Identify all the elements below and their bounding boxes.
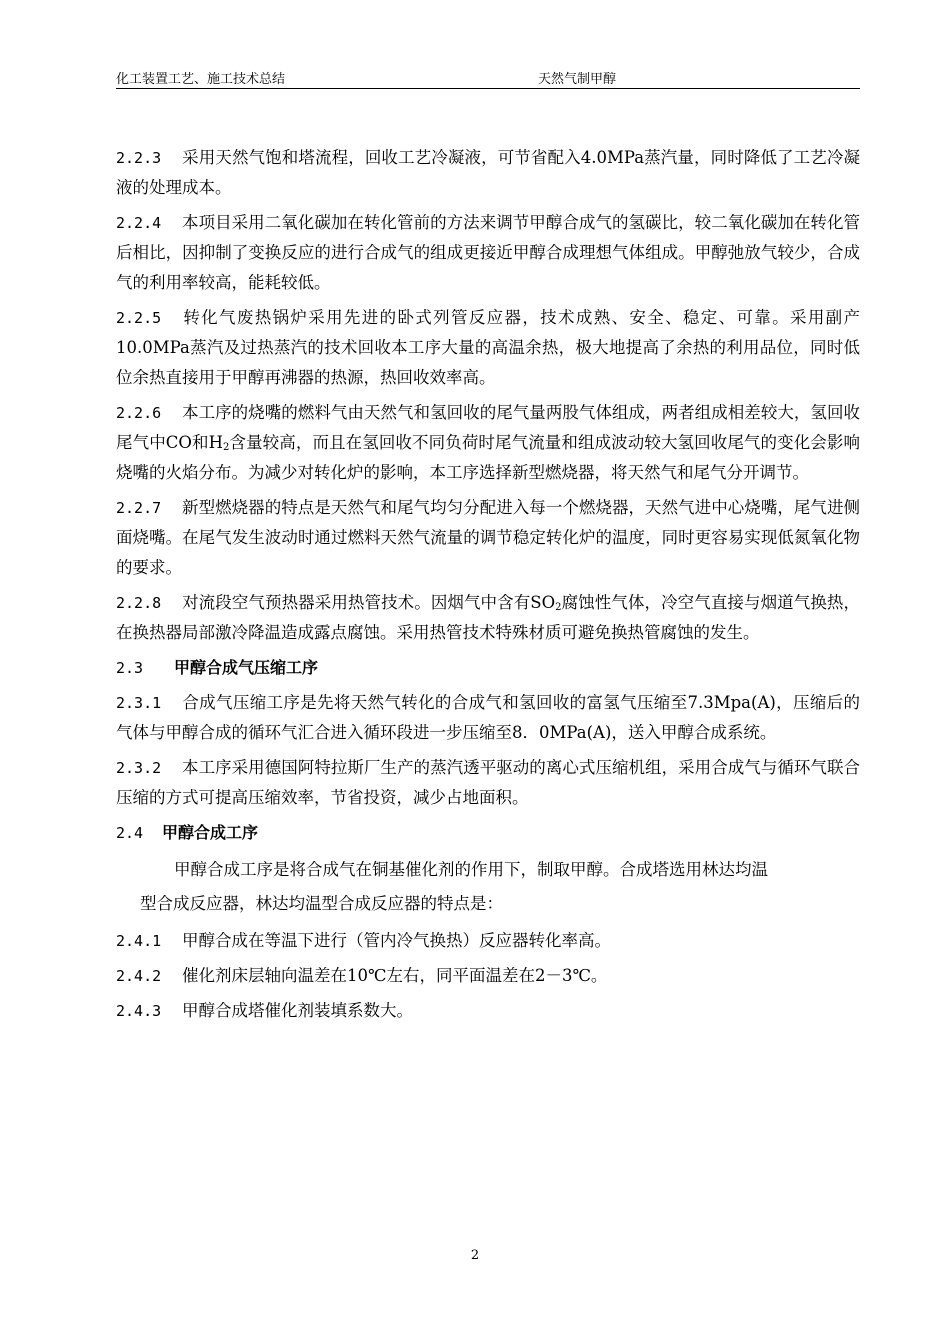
section-2-4-3 — [116, 996, 860, 1026]
section-text-b: 腐蚀性气体，冷空气直接与烟道气换热，在换热器局部激冷降温造成露点腐蚀。采用热管技术特殊材质可避免换热管腐蚀的发生。 — [116, 593, 860, 642]
section-2-2-7 — [116, 493, 860, 583]
heading-2-4 — [116, 818, 860, 848]
section-2-2-4 — [116, 208, 860, 298]
heading-number: 2.4 — [116, 824, 144, 842]
section-text: 采用天然气饱和塔流程，回收工艺冷凝液，可节省配入4.0MPa蒸汽量，同时降低了工艺冷凝液的处理成本。 — [116, 148, 860, 197]
heading-title: 甲醇合成气压缩工序 — [174, 658, 319, 677]
section-number: 2.2.4 — [116, 214, 162, 232]
section-text: 甲醇合成在等温下进行（管内冷气换热）反应器转化率高。 — [182, 931, 611, 950]
section-2-3-2 — [116, 753, 860, 813]
section-number: 2.2.3 — [116, 149, 162, 167]
section-number: 2.4.3 — [116, 1002, 162, 1020]
section-text: 本工序采用德国阿特拉斯厂生产的蒸汽透平驱动的离心式压缩机组，采用合成气与循环气联合压缩的方式可提高压缩效率，节省投资，减少占地面积。 — [116, 758, 860, 807]
section-number: 2.3.2 — [116, 759, 162, 777]
section-number: 2.2.7 — [116, 499, 162, 517]
section-text: 本项目采用二氧化碳加在转化管前的方法来调节甲醇合成气的氢碳比，较二氧化碳加在转化管后相比，因抑制了变换反应的进行合成气的组成更接近甲醇合成理想气体组成。甲醇弛放气较少，合成气的利用率较高，能耗较低。 — [116, 213, 860, 292]
subscript: 2 — [555, 602, 562, 613]
header-left-title: 化工装置工艺、施工技术总结 — [116, 72, 286, 87]
section-2-4-intro — [116, 853, 860, 921]
section-text: 新型燃烧器的特点是天然气和尾气均匀分配进入每一个燃烧器，天然气进中心烧嘴，尾气进侧面烧嘴。在尾气发生波动时通过燃料天然气流量的调节稳定转化炉的温度，同时更容易实现低氮氧化物的要求。 — [116, 498, 860, 577]
section-number: 2.2.8 — [116, 594, 162, 612]
header-right-title: 天然气制甲醇 — [538, 72, 617, 87]
section-2-3-1 — [116, 688, 860, 748]
heading-number: 2.3 — [116, 659, 144, 677]
section-text: 合成气压缩工序是先将天然气转化的合成气和氢回收的富氢气压缩至7.3Mpa(A)，压缩后的气体与甲醇合成的循环气汇合进入循环段进一步压缩至8．0MPa(A)，送入甲醇合成系统。 — [116, 693, 860, 742]
intro-line-2: 型合成反应器，林达均温型合成反应器的特点是： — [140, 894, 503, 913]
section-text-a: 对流段空气预热器采用热管技术。因烟气中含有SO — [182, 593, 556, 612]
section-2-2-6 — [116, 398, 860, 488]
document-body — [116, 143, 860, 1031]
section-2-2-5 — [116, 303, 860, 393]
heading-title: 甲醇合成工序 — [162, 823, 259, 842]
section-2-2-8 — [116, 588, 860, 648]
section-number: 2.2.6 — [116, 404, 162, 422]
section-2-4-2 — [116, 961, 860, 991]
heading-2-3 — [116, 653, 860, 683]
section-text: 催化剂床层轴向温差在10℃左右，同平面温差在2－3℃。 — [182, 966, 608, 985]
page-number: 2 — [470, 1248, 480, 1263]
intro-line-1: 甲醇合成工序是将合成气在铜基催化剂的作用下，制取甲醇。合成塔选用林达均温 — [174, 860, 768, 879]
section-text: 转化气废热锅炉采用先进的卧式列管反应器，技术成熟、安全、稳定、可靠。采用副产10.0MPa蒸汽及过热蒸汽的技术回收本工序大量的高温余热，极大地提高了余热的利用品位，同时低位余热直接用于甲醇再沸器的热源，热回收效率高。 — [116, 308, 860, 387]
section-2-2-3 — [116, 143, 860, 203]
section-number: 2.3.1 — [116, 694, 162, 712]
subscript: 2 — [223, 442, 230, 453]
section-number: 2.2.5 — [116, 309, 162, 327]
header-rule — [116, 88, 860, 89]
section-text: 甲醇合成塔催化剂装填系数大。 — [182, 1001, 413, 1020]
section-number: 2.4.2 — [116, 967, 162, 985]
page-header — [116, 68, 860, 88]
section-2-4-1 — [116, 926, 860, 956]
section-number: 2.4.1 — [116, 932, 162, 950]
section-text-a: 本工序的烧嘴的燃料气由天然气和氢回收的尾气量两股气体组成，两者组成相差较大，氢回收尾气中CO和H — [116, 403, 860, 452]
section-text-b: 含量较高，而且在氢回收不同负荷时尾气流量和组成波动较大氢回收尾气的变化会影响烧嘴的火焰分布。为减少对转化炉的影响，本工序选择新型燃烧器，将天然气和尾气分开调节。 — [116, 433, 860, 482]
